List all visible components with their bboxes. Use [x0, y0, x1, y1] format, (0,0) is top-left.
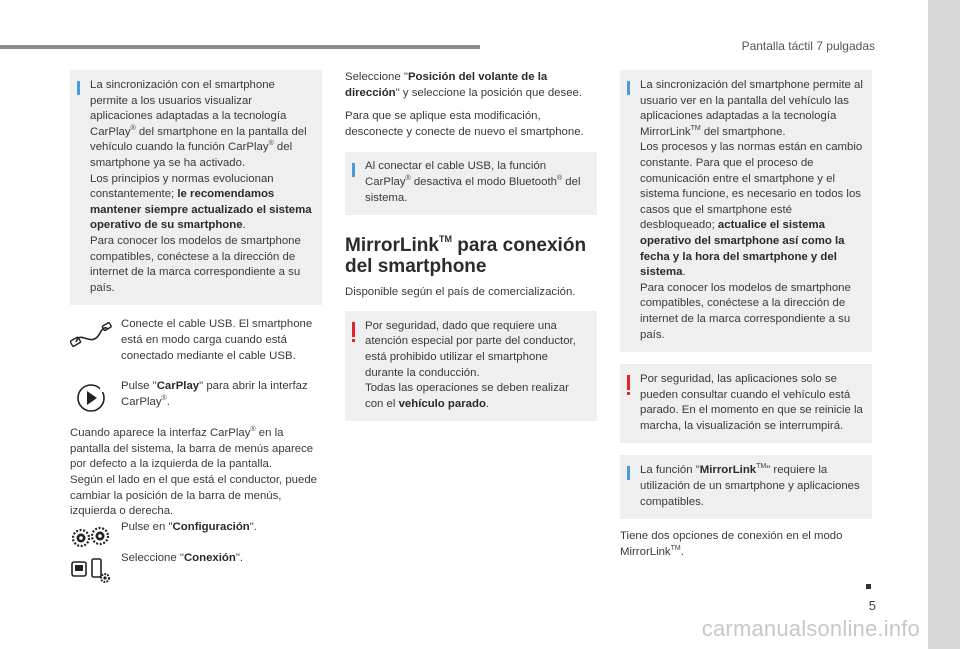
warning-note-parked: Por seguridad, las aplicaciones solo se pueden consultar cuando el vehículo está parado. En el momento en que se reinicie la marcha, la visualización se interrumpirá. — [620, 364, 872, 443]
step-conexion — [70, 551, 322, 567]
continuation-marker — [866, 584, 871, 589]
availability-paragraph: Disponible según el país de comercialización. — [345, 286, 576, 299]
info-icon — [627, 81, 630, 95]
info-note-bluetooth: Al conectar el cable USB, la función CarPlay® desactiva el modo Bluetooth® del sistema. — [345, 152, 597, 215]
side-tab-strip — [928, 0, 960, 649]
page-header-title: Pantalla táctil 7 pulgadas — [741, 39, 875, 53]
warning-icon — [627, 375, 630, 390]
watermark: carmanualsonline.info — [701, 616, 920, 641]
reconnect-paragraph: Para que se aplique esta modificación, desconecte y conecte de nuevo el smartphone. — [345, 110, 584, 138]
step-usb — [70, 317, 322, 364]
conexion-step-text: Seleccione "Conexión". — [121, 552, 244, 565]
page-number: 5 — [868, 598, 876, 613]
steering-position-paragraph: Seleccione "Posición del volante de la dirección" y seleccione la posición que desee. — [345, 71, 583, 99]
warning-note-driving: Por seguridad, dado que requiere una atención especial por parte del conductor, está prohibido utilizar el smartphone durante la conducción. Todas las operaciones se deben realizar con el vehículo parado. — [345, 311, 597, 422]
column-middle — [345, 70, 597, 421]
mirrorlink-heading: MirrorLink™ para conexión del smartphone — [345, 234, 587, 278]
column-left — [70, 70, 322, 567]
info-note-mirrorlink-sync: La sincronización del smartphone permite al usuario ver en la pantalla del vehículo las aplicaciones adaptadas a la tecnología MirrorLink™ del smartphone. Los procesos y las normas están en cambio constante. Para que el proceso de comunicación entre el smartphone y el sistema funcione, es necesario en todos los casos que el smartphone esté desbloqueado; actualice el sistema operativo del smartphone así como la fecha y la hora del smartphone y del sistema. Para conocer los modelos de smartphone compatibles, conéctese a la dirección de internet de la marca correspondiente a su país. — [620, 70, 872, 352]
warning-icon — [352, 322, 355, 337]
carplay-step-text: Pulse "CarPlay" para abrir la interfaz CarPlay®. — [121, 380, 308, 408]
info-icon — [627, 466, 630, 480]
connection-options-paragraph: Tiene dos opciones de conexión en el modo MirrorLink™. — [620, 530, 843, 558]
info-icon — [352, 163, 355, 177]
info-note-carplay: La sincronización con el smartphone permite a los usuarios visualizar aplicaciones adaptadas a la tecnología CarPlay® del smartphone en la pantalla del vehículo cuando la función CarPlay® del smartphone ya se ha activado. Los principios y normas evolucionan constantemente; le recomendamos mantener siempre actualizado el sistema operativo de su smartphone. Para conocer los modelos de smartphone compatibles, conéctese a la dirección de internet de la marca correspondiente a su país. — [70, 70, 322, 305]
step-configuracion — [70, 520, 322, 536]
configuracion-step-text: Pulse en "Configuración". — [121, 520, 257, 533]
carplay-menu-paragraph: Cuando aparece la interfaz CarPlay® en la pantalla del sistema, la barra de menús aparece por defecto a la izquierda de la pantalla. Según el lado en el que está el conductor, puede cambiar la posición de la barra de menús, izquierda o derecha. — [70, 426, 317, 518]
usb-step-text: Conecte el cable USB. El smartphone está en modo carga cuando está conectado mediante el cable USB. — [121, 318, 313, 362]
step-carplay — [70, 379, 322, 410]
info-icon — [77, 81, 80, 95]
settings-gears-icon — [70, 522, 112, 554]
connection-devices-icon — [70, 553, 112, 585]
header-rule — [0, 45, 480, 49]
column-right — [620, 70, 872, 560]
info-note-mirrorlink-requirements: La función "MirrorLink™" requiere la utilización de un smartphone y aplicaciones compatibles. — [620, 455, 872, 519]
usb-cable-icon — [70, 319, 112, 351]
play-icon — [70, 381, 112, 413]
